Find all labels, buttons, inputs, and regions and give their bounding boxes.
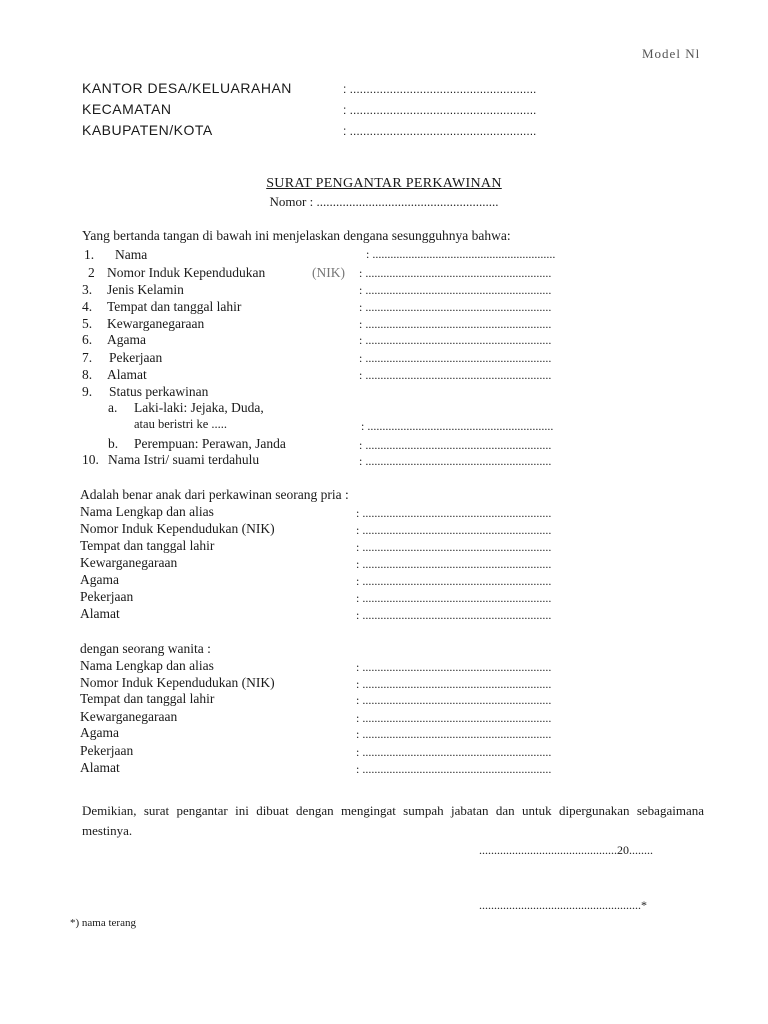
mother-value-kewarganegaraan: : ............................................................... (356, 711, 552, 725)
document-title: SURAT PENGANTAR PERKAWINAN (266, 176, 502, 191)
item-label-jenis-kelamin: Jenis Kelamin (107, 282, 184, 297)
mother-label-nik: Nomor Induk Kependudukan (NIK) (80, 675, 275, 690)
item-value-pekerjaan: : .............................................................. (359, 351, 552, 365)
status-a-value: : .............................................................. (361, 419, 554, 433)
item-number: 7. (82, 350, 93, 365)
item-label-nik: Nomor Induk Kependudukan (107, 265, 266, 280)
father-value-nik: : ............................................................... (356, 523, 552, 537)
father-value-alamat: : ............................................................... (356, 608, 552, 622)
mother-label-kewarganegaraan: Kewarganegaraan (80, 709, 178, 724)
item-number: 4. (82, 299, 93, 314)
mother-label-ttl: Tempat dan tanggal lahir (80, 691, 215, 706)
status-a-label: a. (108, 400, 118, 415)
father-label-pekerjaan: Pekerjaan (80, 589, 134, 604)
father-value-nama: : ............................................................... (356, 506, 552, 520)
mother-label-agama: Agama (80, 725, 119, 740)
item-number: 10. (82, 452, 99, 467)
item-value-jenis-kelamin: : .............................................................. (359, 283, 552, 297)
mother-label-alamat: Alamat (80, 760, 120, 775)
item-label-kewarganegaraan: Kewarganegaraan (107, 316, 205, 331)
signature-line: ......................................................* (479, 898, 647, 912)
item-number: 6. (82, 332, 93, 347)
item-number: 1. (84, 247, 95, 262)
mother-value-nik: : ............................................................... (356, 677, 552, 691)
mother-intro: dengan seorang wanita : (80, 641, 211, 656)
mother-label-pekerjaan: Pekerjaan (80, 743, 134, 758)
mother-label-nama: Nama Lengkap dan alias (80, 658, 214, 673)
header-value-kantor: : ........................................................ (343, 82, 537, 96)
mother-value-pekerjaan: : ............................................................... (356, 745, 552, 759)
item-number: 9. (82, 384, 93, 399)
father-label-kewarganegaraan: Kewarganegaraan (80, 555, 178, 570)
item-value-kewarganegaraan: : .............................................................. (359, 317, 552, 331)
item-label-nik-extra: (NIK) (312, 265, 345, 280)
item-label-agama: Agama (107, 332, 146, 347)
date-line: ..............................................20........ (479, 843, 653, 857)
item-value-nik: : .............................................................. (359, 266, 552, 280)
father-value-pekerjaan: : ............................................................... (356, 591, 552, 605)
father-label-nik: Nomor Induk Kependudukan (NIK) (80, 521, 275, 536)
header-value-kecamatan: : ........................................................ (343, 103, 537, 117)
item-value-agama: : .............................................................. (359, 333, 552, 347)
item-value-ttl: : .............................................................. (359, 300, 552, 314)
header-label-kantor: KANTOR DESA/KELUARAHAN (82, 80, 292, 96)
header-value-kabupaten: : ........................................................ (343, 124, 537, 138)
status-b-value: : .............................................................. (359, 438, 552, 452)
item-value-nama: : ............................................................. (366, 247, 556, 261)
father-label-agama: Agama (80, 572, 119, 587)
closing-paragraph: Demikian, surat pengantar ini dibuat dengan mengingat sumpah jabatan dan untuk dipergunakan sebagaimana mestinya. (82, 803, 704, 838)
item-number: 5. (82, 316, 93, 331)
item-number: 2 (88, 265, 95, 280)
item-value-alamat: : .............................................................. (359, 368, 552, 382)
mother-value-nama: : ............................................................... (356, 660, 552, 674)
status-b-label: b. (108, 436, 119, 451)
item-label-pasangan-terdahulu: Nama Istri/ suami terdahulu (108, 452, 260, 467)
mother-value-ttl: : ............................................................... (356, 693, 552, 707)
model-code: Model Nl (642, 46, 701, 61)
status-b-text: Perempuan: Perawan, Janda (134, 436, 286, 451)
item-label-alamat: Alamat (107, 367, 147, 382)
father-label-nama: Nama Lengkap dan alias (80, 504, 214, 519)
father-value-ttl: : ............................................................... (356, 540, 552, 554)
item-label-nama: Nama (115, 247, 148, 262)
footnote: *) nama terang (70, 917, 136, 929)
status-a-text: Laki-laki: Jejaka, Duda, (134, 400, 264, 415)
item-label-ttl: Tempat dan tanggal lahir (107, 299, 242, 314)
intro-text: Yang bertanda tangan di bawah ini menjelaskan dengana sesungguhnya bahwa: (82, 228, 511, 243)
item-number: 3. (82, 282, 93, 297)
father-label-ttl: Tempat dan tanggal lahir (80, 538, 215, 553)
header-label-kabupaten: KABUPATEN/KOTA (82, 122, 213, 138)
father-label-alamat: Alamat (80, 606, 120, 621)
item-label-pekerjaan: Pekerjaan (109, 350, 163, 365)
item-value-pasangan-terdahulu: : .............................................................. (359, 454, 552, 468)
header-label-kecamatan: KECAMATAN (82, 101, 172, 117)
father-value-agama: : ............................................................... (356, 574, 552, 588)
father-intro: Adalah benar anak dari perkawinan seorang pria : (80, 487, 349, 502)
father-value-kewarganegaraan: : ............................................................... (356, 557, 552, 571)
mother-value-agama: : ............................................................... (356, 727, 552, 741)
item-label-status: Status perkawinan (109, 384, 209, 399)
item-number: 8. (82, 367, 93, 382)
status-a-text2: atau beristri ke ..... (134, 417, 228, 431)
document-number: Nomor : ........................................................ (269, 194, 499, 209)
mother-value-alamat: : ............................................................... (356, 762, 552, 776)
